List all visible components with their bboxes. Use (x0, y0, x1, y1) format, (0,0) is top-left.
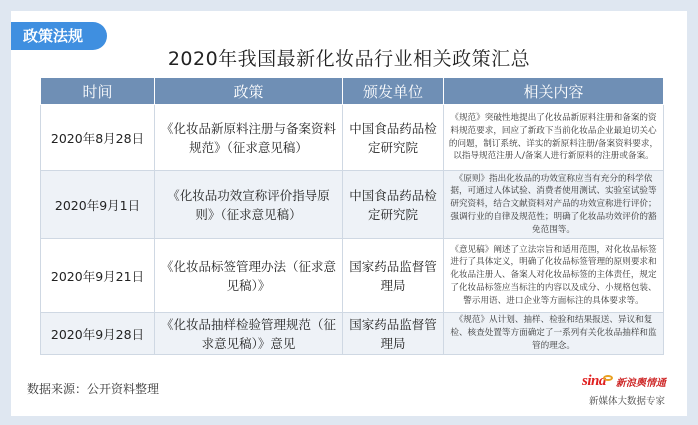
cell-dept: 中国食品药品检定研究院 (343, 105, 444, 171)
cell-policy: 《化妆品新原料注册与备案资料规范》（征求意见稿） (155, 105, 343, 171)
data-source-note: 数据来源：公开资料整理 (27, 382, 160, 396)
table-header-row (41, 78, 664, 105)
cell-time: 2020年9月1日 (41, 171, 155, 239)
cell-policy: 《化妆品功效宣称评价指导原则》（征求意见稿） (155, 171, 343, 239)
cell-dept: 国家药品监督管理局 (343, 239, 444, 313)
sina-eye-icon (603, 375, 613, 381)
sina-yuqingtong-logo (582, 371, 678, 391)
category-tag: 政策法规 (11, 22, 107, 50)
table-row (41, 313, 664, 355)
column-header-policy: 政策 (155, 78, 343, 105)
table-row (41, 105, 664, 171)
logo-slogan: 新媒体大数据专家 (589, 396, 666, 407)
cell-time: 2020年8月28日 (41, 105, 155, 171)
policy-table (40, 77, 664, 355)
cell-content: 《规范》突破性地提出了化妆品新原料注册和备案的资料规范要求，回应了新政下当前化妆品企业最迫切关心的问题，制订系统、详实的新原料注册/备案资料要求，以指导规范注册人/备案人进行新原料的注册或备案。 (444, 105, 664, 171)
cell-dept: 中国食品药品检定研究院 (343, 171, 444, 239)
cell-content: 《原则》指出化妆品的功效宣称应当有充分的科学依据，可通过人体试验、消费者使用测试、实验室试验等研究资料，结合文献资料对产品的功效宣称进行评价；强调行业的自律及规范性；明确了化妆品功效评价的豁免范围等。 (444, 171, 664, 239)
logo-text: 新浪舆情通 (615, 377, 666, 389)
cell-policy: 《化妆品抽样检验管理规范（征求意见稿）》意见 (155, 313, 343, 355)
logo-brand: sina (582, 372, 606, 389)
column-header-time: 时间 (41, 78, 155, 105)
cell-policy: 《化妆品标签管理办法（征求意见稿）》 (155, 239, 343, 313)
cell-dept: 国家药品监督管理局 (343, 313, 444, 355)
cell-content: 《意见稿》阐述了立法宗旨和适用范围，对化妆品标签进行了具体定义，明确了化妆品标签管理的原则要求和化妆品注册人、备案人对化妆品标签的主体责任，规定了化妆品标签应当标注的内容以及成分、小规格包装、警示用语、进口企业等方面标注的具体要求等。 (444, 239, 664, 313)
page-title: 2020年我国最新化妆品行业相关政策汇总 (167, 48, 531, 70)
column-header-content: 相关内容 (444, 78, 664, 105)
column-header-dept: 颁发单位 (343, 78, 444, 105)
cell-content: 《规范》从计划、抽样、检验和结果报送、异议和复检、核查处置等方面确定了一系列有关化妆品抽样和监管的理念。 (444, 313, 664, 355)
cell-time: 2020年9月21日 (41, 239, 155, 313)
cell-time: 2020年9月28日 (41, 313, 155, 355)
table-row (41, 171, 664, 239)
table-row (41, 239, 664, 313)
